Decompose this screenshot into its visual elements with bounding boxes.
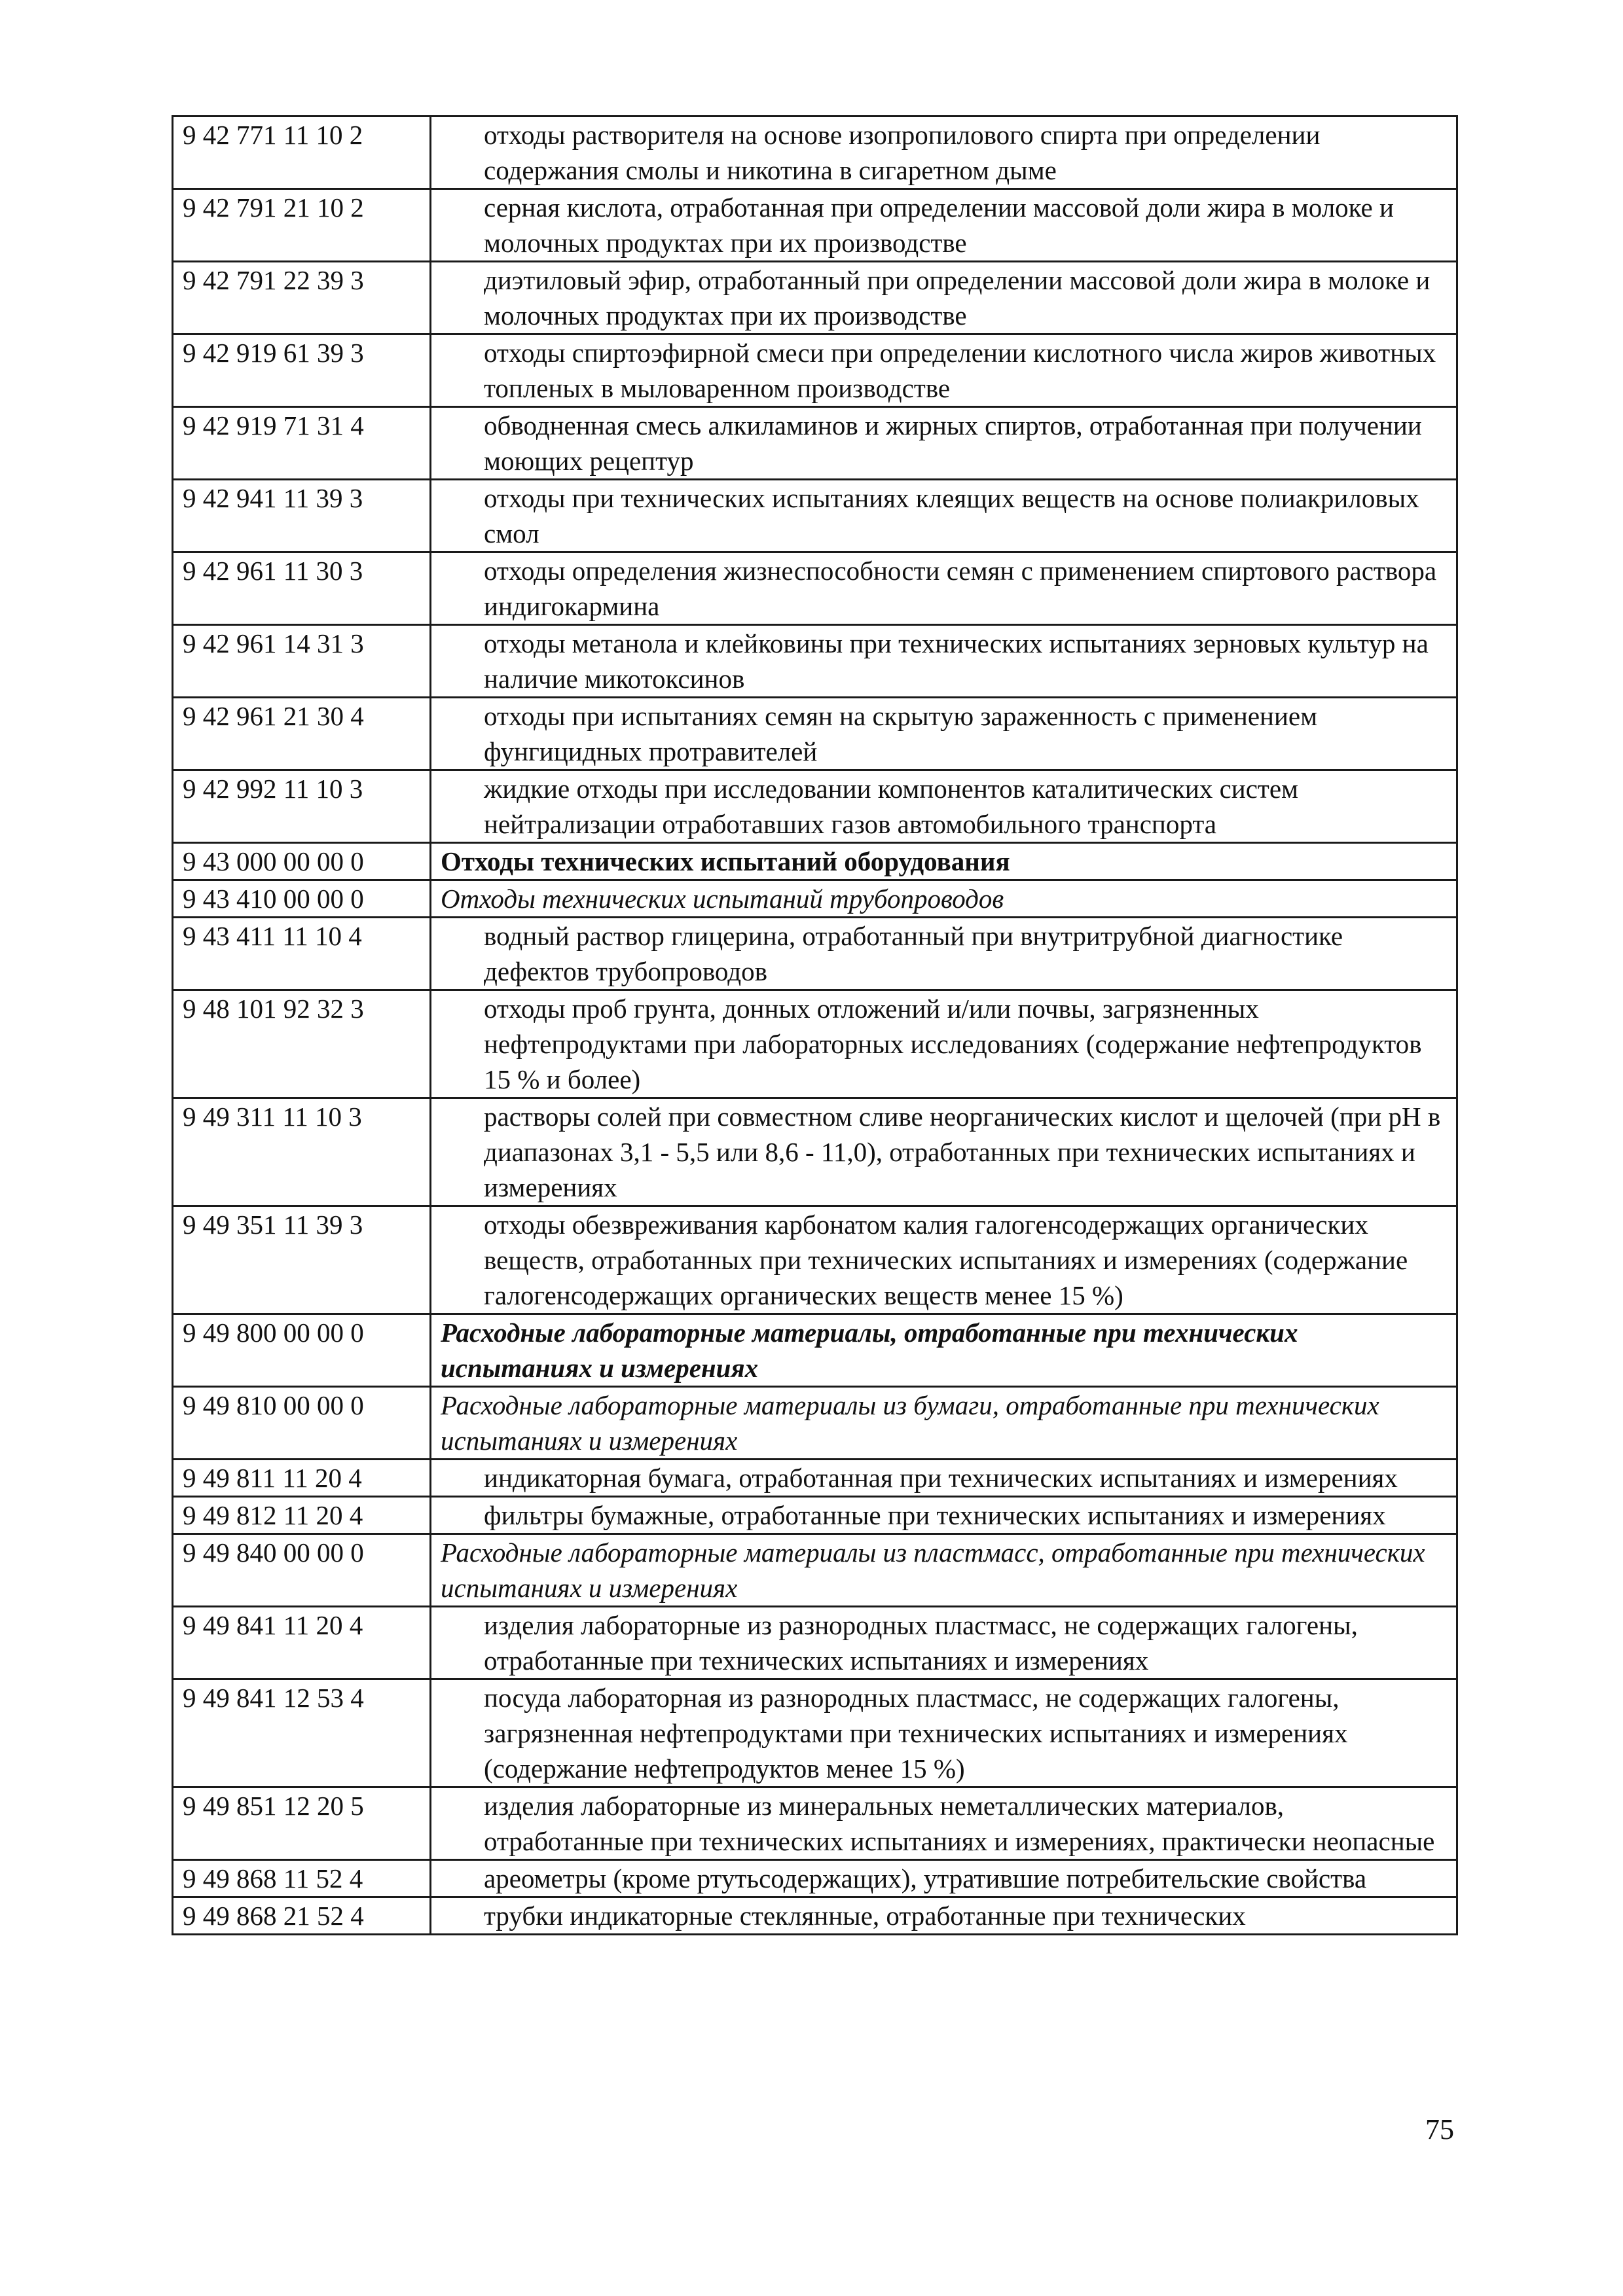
- table-row: [173, 189, 1457, 262]
- waste-code: 9 49 841 12 53 4: [173, 1679, 431, 1787]
- subgroup-heading: Расходные лабораторные материалы из пластмасс, отработанные при технических испытаниях и измерениях: [431, 1534, 1457, 1607]
- table-row-subgroup-heading: [173, 1534, 1457, 1607]
- waste-code: 9 42 919 61 39 3: [173, 334, 431, 407]
- table-row: [173, 990, 1457, 1098]
- table-row: [173, 918, 1457, 990]
- waste-description: растворы солей при совместном сливе неорганических кислот и щелочей (при pH в диапазонах 3,1 - 5,5 или 8,6 - 11,0), отработанных при технических испытаниях и измерениях: [431, 1098, 1457, 1206]
- waste-code: 9 49 840 00 00 0: [173, 1534, 431, 1607]
- table-row: [173, 407, 1457, 480]
- waste-description: обводненная смесь алкиламинов и жирных спиртов, отработанная при получении моющих рецептур: [431, 407, 1457, 480]
- page-number: 75: [1425, 2113, 1454, 2145]
- waste-description: ареометры (кроме ртутьсодержащих), утратившие потребительские свойства: [431, 1860, 1457, 1897]
- table-row: [173, 334, 1457, 407]
- waste-description: отходы растворителя на основе изопропилового спирта при определении содержания смолы и никотина в сигаретном дыме: [431, 117, 1457, 189]
- waste-code: 9 42 961 21 30 4: [173, 698, 431, 770]
- waste-description: отходы обезвреживания карбонатом калия галогенсодержащих органических веществ, отработанных при технических испытаниях и измерениях (содержание галогенсодержащих органических веществ менее 15 %): [431, 1206, 1457, 1314]
- waste-description: отходы спиртоэфирной смеси при определении кислотного числа жиров животных топленых в мыловаренном производстве: [431, 334, 1457, 407]
- waste-description: отходы проб грунта, донных отложений и/или почвы, загрязненных нефтепродуктами при лабораторных исследованиях (содержание нефтепродуктов 15 % и более): [431, 990, 1457, 1098]
- table-row-group-heading: [173, 843, 1457, 880]
- waste-code: 9 42 791 22 39 3: [173, 262, 431, 334]
- table-row-subgroup-heading: [173, 1387, 1457, 1460]
- waste-description: изделия лабораторные из минеральных неметаллических материалов, отработанные при технических испытаниях и измерениях, практически неопасные: [431, 1787, 1457, 1860]
- waste-description: отходы определения жизнеспособности семян с применением спиртового раствора индигокармина: [431, 552, 1457, 625]
- group-heading: Расходные лабораторные материалы, отработанные при технических испытаниях и измерениях: [431, 1314, 1457, 1387]
- table-row: [173, 625, 1457, 698]
- waste-description: изделия лабораторные из разнородных пластмасс, не содержащих галогены, отработанные при технических испытаниях и измерениях: [431, 1607, 1457, 1679]
- table-row: [173, 117, 1457, 189]
- waste-description: отходы при технических испытаниях клеящих веществ на основе полиакриловых смол: [431, 480, 1457, 552]
- table-row-subgroup-heading: [173, 880, 1457, 918]
- waste-code: 9 42 919 71 31 4: [173, 407, 431, 480]
- waste-code: 9 49 810 00 00 0: [173, 1387, 431, 1460]
- table-row: [173, 770, 1457, 843]
- table-row: [173, 1679, 1457, 1787]
- table-row: [173, 1460, 1457, 1497]
- waste-code: 9 49 868 21 52 4: [173, 1897, 431, 1935]
- waste-description: фильтры бумажные, отработанные при технических испытаниях и измерениях: [431, 1497, 1457, 1534]
- waste-code: 9 49 851 12 20 5: [173, 1787, 431, 1860]
- waste-code: 9 49 351 11 39 3: [173, 1206, 431, 1314]
- table-row: [173, 552, 1457, 625]
- table-row-group-heading: [173, 1314, 1457, 1387]
- waste-code: 9 42 961 14 31 3: [173, 625, 431, 698]
- waste-code: 9 49 841 11 20 4: [173, 1607, 431, 1679]
- table-row: [173, 1206, 1457, 1314]
- waste-code: 9 49 811 11 20 4: [173, 1460, 431, 1497]
- subgroup-heading: Расходные лабораторные материалы из бумаги, отработанные при технических испытаниях и измерениях: [431, 1387, 1457, 1460]
- table-row: [173, 1897, 1457, 1935]
- table-row: [173, 1860, 1457, 1897]
- waste-code: 9 42 771 11 10 2: [173, 117, 431, 189]
- waste-description: отходы при испытаниях семян на скрытую зараженность с применением фунгицидных протравителей: [431, 698, 1457, 770]
- waste-code: 9 43 000 00 00 0: [173, 843, 431, 880]
- table-row: [173, 262, 1457, 334]
- waste-description: трубки индикаторные стеклянные, отработанные при технических: [431, 1897, 1457, 1935]
- subgroup-heading: Отходы технических испытаний трубопроводов: [431, 880, 1457, 918]
- waste-description: диэтиловый эфир, отработанный при определении массовой доли жира в молоке и молочных продуктах при их производстве: [431, 262, 1457, 334]
- table-row: [173, 1787, 1457, 1860]
- waste-code: 9 43 410 00 00 0: [173, 880, 431, 918]
- table-row: [173, 1497, 1457, 1534]
- waste-code: 9 49 868 11 52 4: [173, 1860, 431, 1897]
- waste-code: 9 42 992 11 10 3: [173, 770, 431, 843]
- waste-code: 9 42 941 11 39 3: [173, 480, 431, 552]
- table-row: [173, 480, 1457, 552]
- waste-description: индикаторная бумага, отработанная при технических испытаниях и измерениях: [431, 1460, 1457, 1497]
- waste-code: 9 42 961 11 30 3: [173, 552, 431, 625]
- waste-classifier-table: [172, 115, 1458, 1935]
- waste-description: отходы метанола и клейковины при технических испытаниях зерновых культур на наличие микотоксинов: [431, 625, 1457, 698]
- waste-description: жидкие отходы при исследовании компонентов каталитических систем нейтрализации отработавших газов автомобильного транспорта: [431, 770, 1457, 843]
- waste-description: посуда лабораторная из разнородных пластмасс, не содержащих галогены, загрязненная нефтепродуктами при технических испытаниях и измерениях (содержание нефтепродуктов менее 15 %): [431, 1679, 1457, 1787]
- waste-description: водный раствор глицерина, отработанный при внутритрубной диагностике дефектов трубопроводов: [431, 918, 1457, 990]
- group-heading: Отходы технических испытаний оборудования: [431, 843, 1457, 880]
- waste-code: 9 49 800 00 00 0: [173, 1314, 431, 1387]
- waste-code: 9 42 791 21 10 2: [173, 189, 431, 262]
- waste-description: серная кислота, отработанная при определении массовой доли жира в молоке и молочных продуктах при их производстве: [431, 189, 1457, 262]
- waste-code: 9 49 812 11 20 4: [173, 1497, 431, 1534]
- waste-code: 9 43 411 11 10 4: [173, 918, 431, 990]
- table-row: [173, 1607, 1457, 1679]
- waste-code: 9 48 101 92 32 3: [173, 990, 431, 1098]
- waste-code: 9 49 311 11 10 3: [173, 1098, 431, 1206]
- table-row: [173, 698, 1457, 770]
- table-row: [173, 1098, 1457, 1206]
